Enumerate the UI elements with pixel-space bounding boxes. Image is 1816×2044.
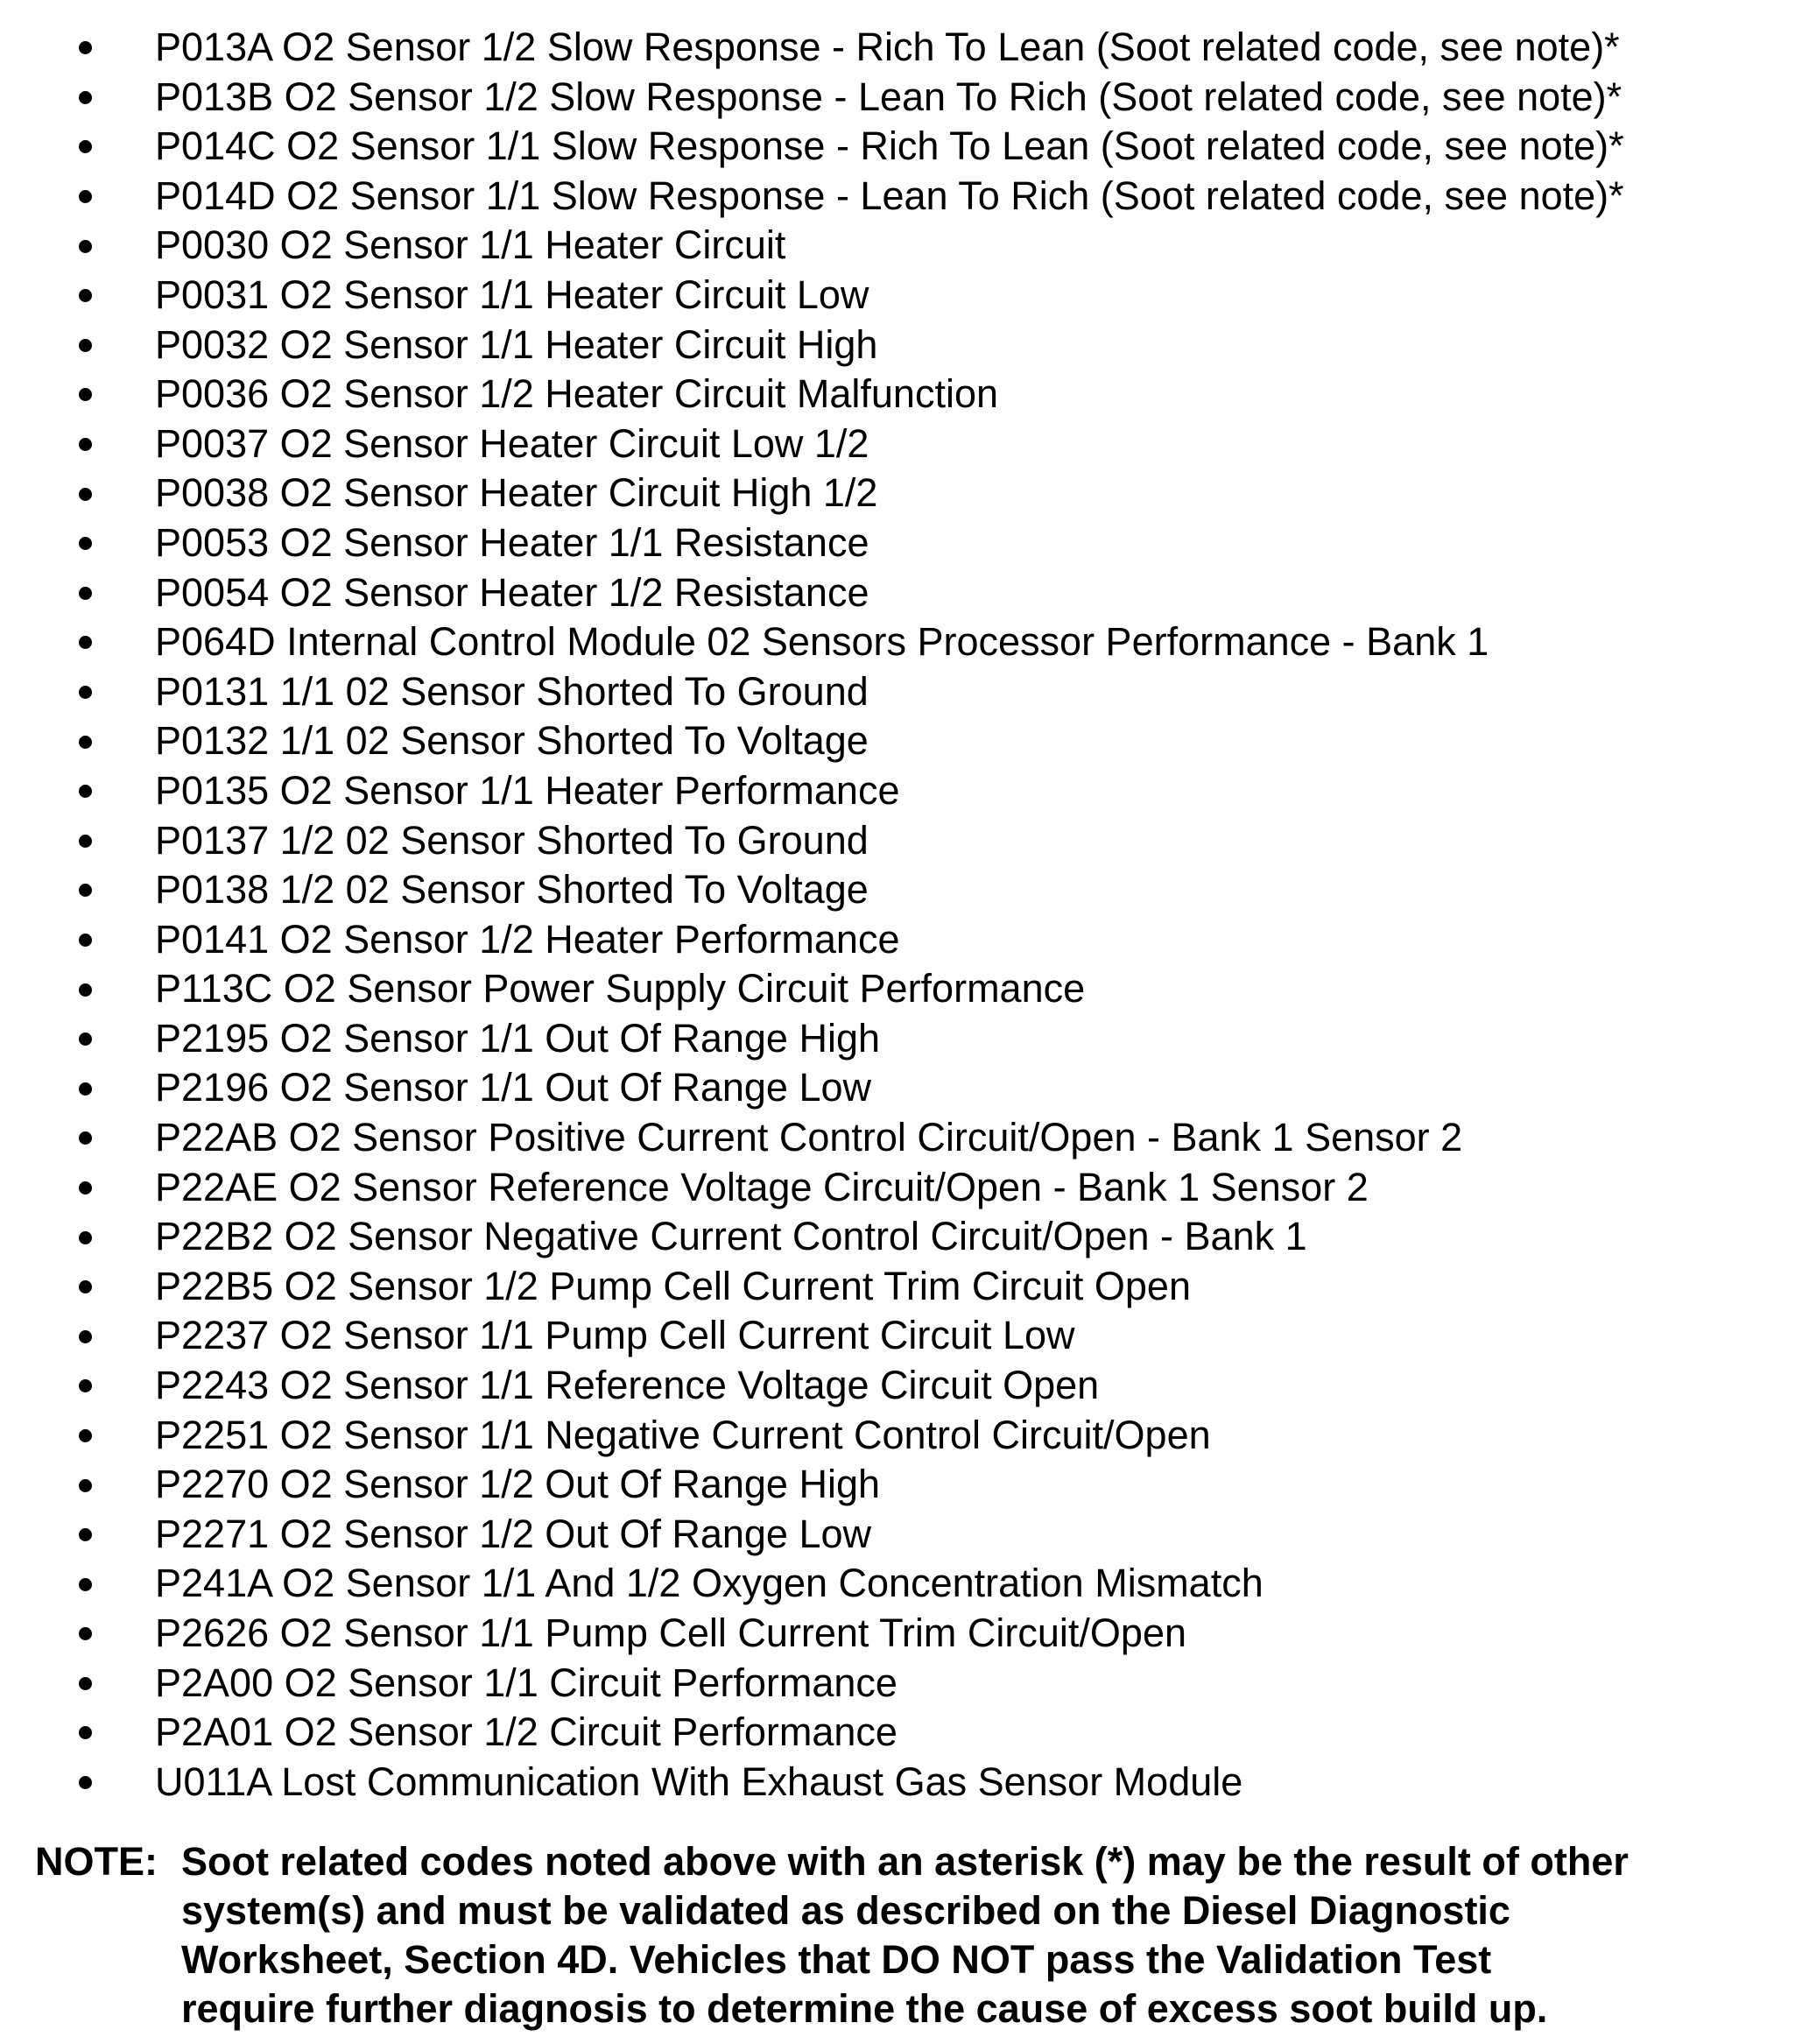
code-text: P0135 O2 Sensor 1/1 Heater Performance xyxy=(155,767,900,813)
list-item xyxy=(0,915,1816,965)
list-item xyxy=(0,271,1816,321)
list-item xyxy=(0,964,1816,1014)
list-item xyxy=(0,617,1816,667)
note-line: system(s) and must be validated as described on the Diesel Diagnostic xyxy=(181,1888,1510,1933)
list-item xyxy=(0,1113,1816,1163)
list-item xyxy=(0,1361,1816,1411)
code-text: P113C O2 Sensor Power Supply Circuit Performance xyxy=(155,966,1086,1011)
list-item xyxy=(0,667,1816,717)
note-label: NOTE: xyxy=(35,1839,158,1884)
code-text: P22B5 O2 Sensor 1/2 Pump Cell Current Trim Circuit Open xyxy=(155,1263,1191,1308)
list-item xyxy=(0,1708,1816,1758)
code-text: P014D O2 Sensor 1/1 Slow Response - Lean To Rich (Soot related code, see note)* xyxy=(155,173,1624,218)
code-text: P22AE O2 Sensor Reference Voltage Circuit/Open - Bank 1 Sensor 2 xyxy=(155,1164,1369,1209)
bullet-icon xyxy=(79,41,92,54)
list-item xyxy=(0,1063,1816,1113)
code-text: P0132 1/1 02 Sensor Shorted To Voltage xyxy=(155,718,869,764)
list-item xyxy=(0,73,1816,123)
code-text: P2626 O2 Sensor 1/1 Pump Cell Current Trim Circuit/Open xyxy=(155,1611,1186,1655)
list-item xyxy=(0,370,1816,419)
code-text: P013A O2 Sensor 1/2 Slow Response - Rich To Lean (Soot related code, see note)* xyxy=(155,25,1620,69)
code-text: U011A Lost Communication With Exhaust Gas Sensor Module xyxy=(155,1759,1243,1804)
bullet-icon xyxy=(79,240,92,253)
code-text: P0141 O2 Sensor 1/2 Heater Performance xyxy=(155,916,900,962)
list-item xyxy=(0,469,1816,518)
code-text: P0053 O2 Sensor Heater 1/1 Resistance xyxy=(155,519,869,565)
bullet-icon xyxy=(79,785,92,798)
bullet-icon xyxy=(79,884,92,897)
list-item xyxy=(0,568,1816,618)
code-text: P0037 O2 Sensor Heater Circuit Low 1/2 xyxy=(155,420,869,466)
list-item xyxy=(0,865,1816,915)
code-text: P2251 O2 Sensor 1/1 Negative Current Control Circuit/Open xyxy=(155,1412,1211,1457)
bullet-icon xyxy=(79,835,92,848)
list-item xyxy=(0,1510,1816,1560)
list-item xyxy=(0,1212,1816,1262)
bullet-icon xyxy=(79,1181,92,1195)
list-item xyxy=(0,321,1816,370)
code-text: P0038 O2 Sensor Heater Circuit High 1/2 xyxy=(155,470,878,516)
code-text: P0131 1/1 02 Sensor Shorted To Ground xyxy=(155,668,869,714)
bullet-icon xyxy=(79,1627,92,1640)
code-text: P0054 O2 Sensor Heater 1/2 Resistance xyxy=(155,569,869,615)
bullet-icon xyxy=(79,1330,92,1343)
list-item xyxy=(0,1758,1816,1808)
bullet-icon xyxy=(79,587,92,600)
list-item xyxy=(0,716,1816,766)
code-text: P064D Internal Control Module 02 Sensors Processor Performance - Bank 1 xyxy=(155,619,1489,665)
code-text: P22AB O2 Sensor Positive Current Control Circuit/Open - Bank 1 Sensor 2 xyxy=(155,1115,1463,1160)
code-text: P013B O2 Sensor 1/2 Slow Response - Lean To Rich (Soot related code, see note)* xyxy=(155,74,1622,119)
dtc-code-list xyxy=(0,23,1816,1807)
bullet-icon xyxy=(79,1280,92,1293)
code-text: P0032 O2 Sensor 1/1 Heater Circuit High xyxy=(155,321,878,367)
bullet-icon xyxy=(79,339,92,352)
code-text: P0036 O2 Sensor 1/2 Heater Circuit Malfunction xyxy=(155,371,998,417)
code-text: P2196 O2 Sensor 1/1 Out Of Range Low xyxy=(155,1065,871,1110)
bullet-icon xyxy=(79,686,92,699)
list-item xyxy=(0,816,1816,866)
code-text: P014C O2 Sensor 1/1 Slow Response - Rich To Lean (Soot related code, see note)* xyxy=(155,123,1624,169)
bullet-icon xyxy=(79,1429,92,1442)
list-item xyxy=(0,1311,1816,1361)
bullet-icon xyxy=(79,1033,92,1046)
list-item xyxy=(0,221,1816,271)
list-item xyxy=(0,23,1816,73)
code-text: P0030 O2 Sensor 1/1 Heater Circuit xyxy=(155,222,786,268)
code-text: P22B2 O2 Sensor Negative Current Control Circuit/Open - Bank 1 xyxy=(155,1214,1307,1259)
code-text: P2243 O2 Sensor 1/1 Reference Voltage Circuit Open xyxy=(155,1363,1100,1408)
list-item xyxy=(0,1262,1816,1312)
list-item xyxy=(0,1163,1816,1213)
code-text: P0138 1/2 02 Sensor Shorted To Voltage xyxy=(155,867,869,913)
bullet-icon xyxy=(79,1726,92,1739)
note-line: require further diagnosis to determine the cause of excess soot build up. xyxy=(181,1986,1548,2031)
code-text: P2A00 O2 Sensor 1/1 Circuit Performance xyxy=(155,1660,897,1705)
bullet-icon xyxy=(79,190,92,203)
bullet-icon xyxy=(79,1479,92,1492)
code-text: P0137 1/2 02 Sensor Shorted To Ground xyxy=(155,817,869,863)
bullet-icon xyxy=(79,983,92,997)
list-item xyxy=(0,1460,1816,1510)
code-text: P2271 O2 Sensor 1/2 Out Of Range Low xyxy=(155,1511,871,1556)
code-text: P2A01 O2 Sensor 1/2 Circuit Performance xyxy=(155,1709,897,1755)
bullet-icon xyxy=(79,636,92,649)
bullet-icon xyxy=(79,1528,92,1541)
code-text: P2237 O2 Sensor 1/1 Pump Cell Current Circuit Low xyxy=(155,1313,1075,1358)
list-item xyxy=(0,172,1816,222)
list-item xyxy=(0,1014,1816,1064)
bullet-icon xyxy=(79,1082,92,1096)
list-item xyxy=(0,122,1816,172)
code-text: P241A O2 Sensor 1/1 And 1/2 Oxygen Concentration Mismatch xyxy=(155,1561,1263,1606)
bullet-icon xyxy=(79,1677,92,1690)
bullet-icon xyxy=(79,1231,92,1244)
list-item xyxy=(0,1659,1816,1709)
list-item xyxy=(0,518,1816,568)
list-item xyxy=(0,1411,1816,1461)
bullet-icon xyxy=(79,488,92,501)
note-body xyxy=(181,1837,1629,2033)
list-item xyxy=(0,419,1816,469)
note-line: Soot related codes noted above with an asterisk (*) may be the result of other xyxy=(181,1839,1629,1884)
list-item xyxy=(0,766,1816,816)
bullet-icon xyxy=(79,1379,92,1392)
bullet-icon xyxy=(79,934,92,947)
list-item xyxy=(0,1609,1816,1659)
bullet-icon xyxy=(79,388,92,401)
bullet-icon xyxy=(79,1578,92,1591)
bullet-icon xyxy=(79,1776,92,1789)
bullet-icon xyxy=(79,140,92,153)
bullet-icon xyxy=(79,736,92,749)
code-text: P2195 O2 Sensor 1/1 Out Of Range High xyxy=(155,1015,880,1061)
list-item xyxy=(0,1559,1816,1609)
note-line: Worksheet, Section 4D. Vehicles that DO NOT pass the Validation Test xyxy=(181,1937,1492,1982)
bullet-icon xyxy=(79,1131,92,1145)
bullet-icon xyxy=(79,91,92,104)
bullet-icon xyxy=(79,438,92,451)
code-text: P2270 O2 Sensor 1/2 Out Of Range High xyxy=(155,1462,880,1507)
code-text: P0031 O2 Sensor 1/1 Heater Circuit Low xyxy=(155,271,869,317)
bullet-icon xyxy=(79,537,92,550)
bullet-icon xyxy=(79,289,92,302)
